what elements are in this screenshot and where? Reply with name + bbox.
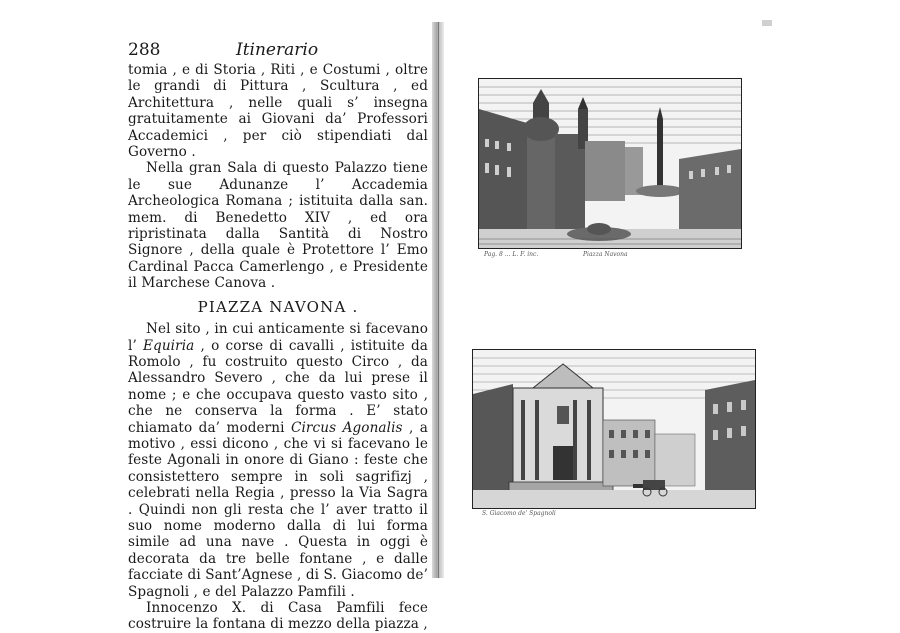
- text-run: Nel sito , in cui anticamente si facevano l’: [128, 321, 428, 354]
- italic-term-equiria: Equiria: [143, 337, 195, 354]
- plate-caption-credit: Pag. 8 ... L. F. inc.: [484, 251, 539, 258]
- running-head: [128, 40, 428, 62]
- plate-caption-title: Piazza Navona: [583, 251, 628, 258]
- church-facade-illustration: [473, 350, 755, 508]
- paragraph-3: [128, 321, 428, 600]
- plate-caption-bottom: S. Giacomo de' Spagnoli: [482, 510, 556, 517]
- body-text: [128, 62, 428, 633]
- gutter-fold-line: [438, 22, 439, 578]
- engraving-church-facade: [472, 349, 756, 509]
- text-run: , a motivo , essi dicono , che vi si facevano le feste Agonali in onore di Giano : feste che consistettero sempre in soli sagrifizj , celebrati nella Regia , presso la Via Sagra . Quindi non gli resta che l’ aver tratto il suo nome moderno dalla di lui forma simile ad una nave . Questa in oggi è decorata da tre belle fontane , e dalle facciate di Sant’Agnese , di S. Giacomo de’ Spagnoli , e del Palazzo Pamfili .: [128, 419, 429, 600]
- paragraph-4: Innocenzo X. di Casa Pamfili fece costruire la fontana di mezzo della piazza ,: [128, 600, 428, 633]
- page-edge-mark: [762, 20, 772, 26]
- italic-term-circus-agonalis: Circus Agonalis: [290, 419, 403, 436]
- section-heading: PIAZZA NAVONA .: [197, 297, 359, 316]
- piazza-navona-illustration: [479, 79, 741, 248]
- running-title: Itinerario: [236, 40, 319, 60]
- paragraph-2: Nella gran Sala di questo Palazzo tiene le sue Adunanze l’ Accademia Archeologica Romana ; istituita dalla san. mem. di Benedetto XIV , ed ora ripristinata dalla Santità di Nostro Signore , della quale è Protettore l’ Emo Cardinal Pacca Camerlengo , e Presidente il Marchese Canova .: [128, 160, 428, 292]
- text-run: , o corse di cavalli , istituite da Romolo , fu costruito questo Circo , da Alessandro Severo , che da lui prese il nome ; e che occupava questo vasto sito , che ne conserva la forma . E’ stato chiamato da’ moderni: [128, 337, 428, 436]
- page-number: 288: [128, 40, 161, 60]
- paragraph-1: tomia , e di Storia , Riti , e Costumi , oltre le grandi di Pittura , Scultura , ed Architettura , nelle quali s’ insegna gratuitamente ai Giovani da’ Professori Accademici , per ciò stipendiati dal Governo .: [128, 62, 428, 161]
- engraving-piazza-navona: [478, 78, 742, 249]
- left-page: [120, 40, 432, 633]
